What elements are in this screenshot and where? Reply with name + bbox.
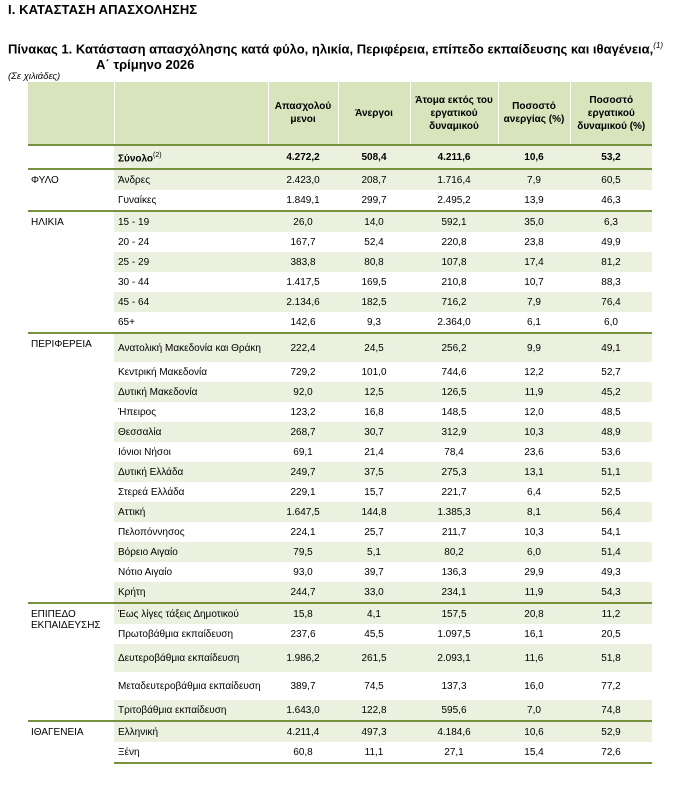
value-cell: 744,6 (441, 366, 467, 378)
value-cell: 13,1 (498, 462, 570, 482)
value-cell: 595,6 (410, 700, 498, 721)
table-row (28, 742, 652, 763)
value-cell: 81,2 (570, 252, 652, 272)
row-label: Μεταδευτεροβάθμια εκπαίδευση (118, 680, 261, 692)
table-row (28, 252, 652, 272)
value-cell: 1.849,1 (286, 194, 320, 206)
header-unemployed: Άνεργοι (338, 82, 410, 145)
value-cell: 167,7 (290, 236, 316, 248)
value-cell: 4.184,6 (410, 721, 498, 742)
value-cell: 80,2 (410, 542, 498, 562)
row-label: 20 - 24 (118, 236, 150, 248)
value-cell: 2.364,0 (437, 316, 471, 328)
row-label: 30 - 44 (118, 276, 150, 288)
total-value: 53,2 (570, 145, 652, 169)
value-cell: 221,7 (441, 486, 467, 498)
table-row (28, 382, 652, 402)
header-blank-category (28, 82, 114, 145)
value-cell: 15,4 (498, 742, 570, 763)
category-label: ΕΠΙΠΕΔΟ ΕΚΠΑΙΔΕΥΣΗΣ (28, 603, 114, 721)
value-cell: 17,4 (498, 252, 570, 272)
value-cell: 12,5 (338, 382, 410, 402)
row-label: Αττική (114, 502, 268, 522)
value-cell: 15,8 (268, 603, 338, 624)
category-label: ΠΕΡΙΦΕΡΕΙΑ (28, 333, 114, 603)
value-cell: 37,5 (338, 462, 410, 482)
row-label: Δυτική Μακεδονία (114, 382, 268, 402)
value-cell: 299,7 (361, 194, 387, 206)
value-cell: 74,5 (364, 680, 384, 692)
value-cell: 30,7 (338, 422, 410, 442)
value-cell: 92,0 (268, 382, 338, 402)
category-label: ΗΛΙΚΙΑ (28, 211, 114, 333)
value-cell: 77,2 (601, 680, 621, 692)
value-cell: 237,6 (290, 628, 316, 640)
table-row (28, 292, 652, 312)
value-cell: 148,5 (441, 406, 467, 418)
total-value: 4.211,6 (410, 145, 498, 169)
value-cell: 16,0 (524, 680, 544, 692)
value-cell: 261,5 (338, 644, 410, 672)
value-cell: 169,5 (361, 276, 387, 288)
value-cell: 234,1 (410, 582, 498, 603)
value-cell: 229,1 (290, 486, 316, 498)
value-cell: 79,5 (268, 542, 338, 562)
value-cell: 60,5 (570, 169, 652, 190)
table-row (28, 522, 652, 542)
value-cell: 4,1 (338, 603, 410, 624)
row-label: 45 - 64 (114, 292, 268, 312)
value-cell: 224,1 (290, 526, 316, 538)
table-title-line2: Α΄ τρίμηνο 2026 (96, 57, 195, 73)
value-cell: 10,3 (524, 526, 544, 538)
table-row (28, 211, 652, 232)
value-cell: 76,4 (570, 292, 652, 312)
value-cell: 12,0 (524, 406, 544, 418)
value-cell: 383,8 (268, 252, 338, 272)
value-cell: 107,8 (410, 252, 498, 272)
total-value: 4.272,2 (268, 145, 338, 169)
value-cell: 220,8 (441, 236, 467, 248)
table-row (28, 422, 652, 442)
value-cell: 12,2 (524, 366, 544, 378)
table-row (28, 603, 652, 624)
table-row (28, 462, 652, 482)
total-label: Σύνολο$^{(2)}$ (114, 145, 268, 169)
value-cell: 249,7 (268, 462, 338, 482)
table-title-line1: Πίνακας 1. Κατάσταση απασχόλησης κατά φύλο, ηλικία, Περιφέρεια, επίπεδο εκπαίδευσης και ιθαγένεια, (8, 41, 654, 57)
value-cell: 29,9 (524, 566, 544, 578)
table-row (28, 402, 652, 422)
table-row (28, 232, 652, 252)
value-cell: 20,8 (498, 603, 570, 624)
value-cell: 2.423,0 (268, 169, 338, 190)
value-cell: 2.495,2 (437, 194, 471, 206)
value-cell: 497,3 (338, 721, 410, 742)
value-cell: 21,4 (364, 446, 384, 458)
value-cell: 208,7 (338, 169, 410, 190)
row-label: Κεντρική Μακεδονία (118, 366, 208, 378)
row-label: 25 - 29 (114, 252, 268, 272)
value-cell: 33,0 (338, 582, 410, 603)
value-cell: 182,5 (338, 292, 410, 312)
table-row (28, 312, 652, 333)
value-cell: 136,3 (441, 566, 467, 578)
value-cell: 88,3 (601, 276, 621, 288)
table-row (28, 169, 652, 190)
value-cell: 25,7 (364, 526, 384, 538)
table-row (28, 190, 652, 211)
header-employed: Απασχολού μενοι (268, 82, 338, 145)
value-cell: 23,6 (524, 446, 544, 458)
row-label: Πελοπόννησος (118, 526, 185, 538)
row-label: Άνδρες (114, 169, 268, 190)
value-cell: 244,7 (268, 582, 338, 603)
value-cell: 51,1 (570, 462, 652, 482)
table-row (28, 542, 652, 562)
row-label: Δευτεροβάθμια εκπαίδευση (114, 644, 268, 672)
value-cell: 144,8 (338, 502, 410, 522)
value-cell: 6,0 (604, 316, 618, 328)
value-cell: 312,9 (410, 422, 498, 442)
value-cell: 716,2 (410, 292, 498, 312)
value-cell: 35,0 (498, 211, 570, 232)
value-cell: 15,7 (364, 486, 384, 498)
value-cell: 49,9 (601, 236, 621, 248)
value-cell: 49,3 (601, 566, 621, 578)
value-cell: 51,8 (570, 644, 652, 672)
value-cell: 53,6 (601, 446, 621, 458)
value-cell: 78,4 (444, 446, 464, 458)
row-label: Γυναίκες (118, 194, 157, 206)
value-cell: 9,3 (367, 316, 381, 328)
value-cell: 275,3 (410, 462, 498, 482)
table-row (28, 442, 652, 462)
value-cell: 142,6 (290, 316, 316, 328)
total-footnote: (2) (153, 151, 162, 159)
table-row (28, 562, 652, 582)
section-title: Ι. ΚΑΤΑΣΤΑΣΗ ΑΠΑΣΧΟΛΗΣΗΣ (8, 2, 198, 17)
value-cell: 268,7 (268, 422, 338, 442)
row-label: Ελληνική (114, 721, 268, 742)
header-blank-label (114, 82, 268, 145)
table-row (28, 700, 652, 721)
value-cell: 6,4 (527, 486, 541, 498)
value-cell: 74,8 (570, 700, 652, 721)
value-cell: 45,2 (570, 382, 652, 402)
value-cell: 123,2 (290, 406, 316, 418)
value-cell: 9,9 (498, 333, 570, 362)
value-cell: 11,6 (498, 644, 570, 672)
value-cell: 101,0 (361, 366, 387, 378)
table-row (28, 624, 652, 644)
value-cell: 54,3 (570, 582, 652, 603)
total-value: 10,6 (498, 145, 570, 169)
value-cell: 6,1 (527, 316, 541, 328)
value-cell: 54,1 (601, 526, 621, 538)
value-cell: 24,5 (338, 333, 410, 362)
value-cell: 729,2 (290, 366, 316, 378)
value-cell: 5,1 (338, 542, 410, 562)
value-cell: 137,3 (441, 680, 467, 692)
total-value: 508,4 (338, 145, 410, 169)
value-cell: 20,5 (601, 628, 621, 640)
value-cell: 1.647,5 (268, 502, 338, 522)
value-cell: 7,0 (498, 700, 570, 721)
row-label: Βόρειο Αιγαίο (114, 542, 268, 562)
value-cell: 26,0 (268, 211, 338, 232)
value-cell: 7,9 (498, 292, 570, 312)
value-cell: 27,1 (410, 742, 498, 763)
value-cell: 1.716,4 (410, 169, 498, 190)
value-cell: 52,9 (570, 721, 652, 742)
table-row (28, 644, 652, 672)
value-cell: 45,5 (364, 628, 384, 640)
value-cell: 11,1 (338, 742, 410, 763)
value-cell: 6,3 (570, 211, 652, 232)
value-cell: 6,0 (498, 542, 570, 562)
category-label: ΙΘΑΓΕΝΕΙΑ (28, 721, 114, 763)
value-cell: 7,9 (498, 169, 570, 190)
table-row (28, 362, 652, 382)
value-cell: 13,9 (524, 194, 544, 206)
table-row (28, 721, 652, 742)
value-cell: 1.385,3 (410, 502, 498, 522)
value-cell: 11,2 (570, 603, 652, 624)
row-label: Δυτική Ελλάδα (114, 462, 268, 482)
value-cell: 48,9 (570, 422, 652, 442)
value-cell: 52,4 (364, 236, 384, 248)
value-cell: 10,6 (498, 721, 570, 742)
value-cell: 126,5 (410, 382, 498, 402)
row-label: Τριτοβάθμια εκπαίδευση (114, 700, 268, 721)
row-label: 65+ (118, 316, 135, 328)
value-cell: 93,0 (293, 566, 313, 578)
value-cell: 72,6 (570, 742, 652, 763)
header-outside-labour-force: Άτομα εκτός του εργατικού δυναμικού (410, 82, 498, 145)
row-label: Ιόνιοι Νήσοι (118, 446, 171, 458)
value-cell: 52,7 (601, 366, 621, 378)
value-cell: 1.643,0 (268, 700, 338, 721)
value-cell: 4.211,4 (268, 721, 338, 742)
row-label: Ήπειρος (118, 406, 157, 418)
value-cell: 157,5 (410, 603, 498, 624)
row-label: Θεσσαλία (114, 422, 268, 442)
value-cell: 39,7 (364, 566, 384, 578)
table-row (28, 333, 652, 362)
row-label: Ανατολική Μακεδονία και Θράκη (114, 333, 268, 362)
header-labour-force-rate: Ποσοστό εργατικού δυναμικού (%) (570, 82, 652, 145)
value-cell: 23,8 (524, 236, 544, 248)
value-cell: 1.417,5 (286, 276, 320, 288)
value-cell: 10,7 (524, 276, 544, 288)
employment-status-table (28, 82, 652, 764)
row-label: Ξένη (114, 742, 268, 763)
value-cell: 211,7 (441, 526, 467, 538)
header-row (28, 82, 652, 145)
value-cell: 1.097,5 (437, 628, 471, 640)
category-label: ΦΥΛΟ (28, 169, 114, 211)
row-label: Έως λίγες τάξεις Δημοτικού (114, 603, 268, 624)
table-title-footnote: (1) (653, 41, 664, 50)
value-cell: 256,2 (410, 333, 498, 362)
row-label: Νότιο Αιγαίο (118, 566, 173, 578)
value-cell: 48,5 (601, 406, 621, 418)
value-cell: 8,1 (498, 502, 570, 522)
units-note: (Σε χιλιάδες) (8, 71, 61, 82)
value-cell: 69,1 (293, 446, 313, 458)
value-cell: 46,3 (601, 194, 621, 206)
total-row (28, 145, 652, 169)
value-cell: 56,4 (570, 502, 652, 522)
row-label: Στερεά Ελλάδα (118, 486, 185, 498)
header-unemployment-rate: Ποσοστό ανεργίας (%) (498, 82, 570, 145)
value-cell: 592,1 (410, 211, 498, 232)
table-row (28, 482, 652, 502)
value-cell: 210,8 (441, 276, 467, 288)
value-cell: 52,5 (601, 486, 621, 498)
table-row (28, 582, 652, 603)
value-cell: 389,7 (290, 680, 316, 692)
value-cell: 14,0 (338, 211, 410, 232)
value-cell: 80,8 (338, 252, 410, 272)
value-cell: 2.134,6 (268, 292, 338, 312)
total-category-cell (28, 145, 114, 169)
row-label: Κρήτη (114, 582, 268, 603)
value-cell: 11,9 (498, 582, 570, 603)
table-row (28, 272, 652, 292)
value-cell: 222,4 (268, 333, 338, 362)
value-cell: 51,4 (570, 542, 652, 562)
table-title (8, 38, 673, 73)
row-label: 15 - 19 (114, 211, 268, 232)
value-cell: 10,3 (498, 422, 570, 442)
value-cell: 49,1 (570, 333, 652, 362)
table-row (28, 502, 652, 522)
row-label: Πρωτοβάθμια εκπαίδευση (118, 628, 234, 640)
value-cell: 16,8 (364, 406, 384, 418)
value-cell: 11,9 (498, 382, 570, 402)
value-cell: 2.093,1 (410, 644, 498, 672)
value-cell: 60,8 (268, 742, 338, 763)
value-cell: 16,1 (524, 628, 544, 640)
table-row (28, 672, 652, 700)
value-cell: 1.986,2 (268, 644, 338, 672)
value-cell: 122,8 (338, 700, 410, 721)
